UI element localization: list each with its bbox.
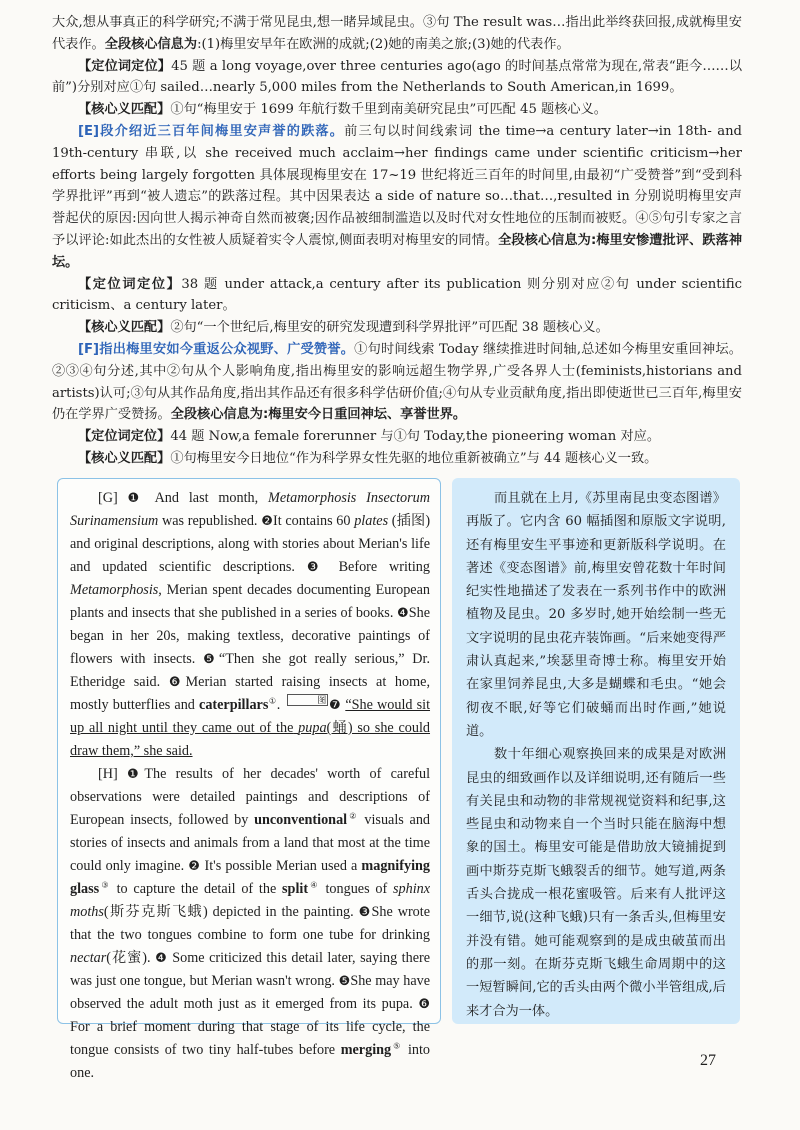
locator-45: 【定位词定位】45 题 a long voyage,over three centuries ago(ago 的时间基点常常为现在,常表“距今……以前”)分别对应①句 sailed…nearly 5,000 miles from the Netherlands to South American,in 1699。 (52, 58, 743, 96)
passage-g: [G] ❶ And last month, Metamorphosis Insectorum Surinamensium was republished. ❷It contains 60 plates (插图) and original descriptions, along with stories about Merian's life and updated scientific descriptions. ❸ Before writing Metamorphosis, Merian spent decades documenting European plants and insects that she published in a series of books. ❹She began in her 20s, making textless, decorative paintings of flowers with insects. ❺“Then she got really serious,” Dr. Etheridge said. ❻Merian started raising insects at home, mostly butterflies and caterpillars①. 图 ❼ “She would sit up all night until they came out of the pupa(蛹) so she could draw them,” she said. (70, 490, 431, 759)
core-match-45: 【核心义匹配】①句“梅里安于 1699 年航行数千里到南美研究昆虫”可匹配 45 题核心义。 (78, 102, 607, 118)
section-f-heading: [F]指出梅里安如今重返公众视野、广受赞誉。 (78, 341, 355, 357)
core-match-38: 【核心义匹配】②句“一个世纪后,梅里安的研究发现遭到科学界批评”可匹配 38 题核心义。 (78, 320, 609, 336)
analysis-section (52, 12, 742, 470)
difficult-sentence-mark: 图 (287, 694, 328, 706)
translation-h: 数十年细心观察换回来的成果是对欧洲昆虫的细致画作以及详细说明,还有随后一些有关昆虫和动物的非常规视觉资料和纪事,这些昆虫和动物来自一个当时只能在脑海中想象的国土。梅里安可能是借助放大镜捕捉到画中斯芬克斯飞蛾裂舌的细节。她写道,两条舌头合拢成一根花蜜吸管。后来有人批评这一细节,说(这种飞蛾)只有一条舌头,但梅里安并没有错。她可能观察到的是成虫破茧而出的那一刻。在斯芬克斯飞蛾生命周期中的这一短暂瞬间,它的舌头由两个微小半管组成,后来才合为一体。 (466, 747, 726, 1019)
section-e-heading: [E]段介绍近三百年间梅里安声誉的跌落。 (78, 123, 345, 139)
translation-g: 而且就在上月,《苏里南昆虫变态图谱》再版了。它内含 60 幅插图和原版文字说明,还有梅里安生平事迹和更新版科学说明。在著述《变态图谱》前,梅里安曾花数十年时间纪实性地描述了发表在一系列书作中的欧洲植物及昆虫。20 多岁时,她开始绘制一些无文字说明的昆虫花卉装饰画。“后来她变得严肃认真起来,”埃瑟里奇博士称。梅里安开始在家里饲养昆虫,大多是蝴蝶和毛虫。“她会彻夜不眠,好等它们破蛹而出时作画,”她说道。 (466, 491, 726, 739)
locator-38: 【定位词定位】38 题 under attack,a century after its publication 则分别对应②句 under scientific criticism、a century later。 (52, 276, 742, 314)
chinese-translation-box (452, 478, 740, 1024)
english-passage-box (57, 478, 441, 1081)
paragraph-d-summary: 大众,想从事真正的科学研究;不满于常见昆虫,想一睹异域昆虫。③句 The result was…指出此举终获回报,成就梅里安代表作。全段核心信息为:(1)梅里安早年在欧洲的成就;(2)她的南美之旅;(3)她的代表作。 (52, 15, 742, 52)
underlined-sentence: “She would sit up all night until they came out of the pupa(蛹) so she could draw them,” she said. (70, 697, 431, 759)
locator-44: 【定位词定位】44 题 Now,a female forerunner 与①句 Today,the pioneering woman 对应。 (78, 429, 661, 445)
paragraph-f-analysis: [F]指出梅里安如今重返公众视野、广受赞誉。①句时间线索 Today 继续推进时间轴,总述如今梅里安重回神坛。②③④句分述,其中②句从个人影响角度,指出梅里安的影响远超生物学界,广受各界人士(feminists,historians and artists)认可;③句从其作品角度,指出其作品还有很多科学估研价值;④句从专业贡献角度,指出即使逝世已三百年,梅里安仍在学界广受赞扬。全段核心信息为:梅里安今日重回神坛、享誉世界。 (52, 341, 742, 423)
core-match-44: 【核心义匹配】①句梅里安今日地位“作为科学界女性先驱的地位重新被确立”与 44 题核心义一致。 (78, 450, 658, 466)
paragraph-e-analysis: [E]段介绍近三百年间梅里安声誉的跌落。前三句以时间线索词 the time→a century later→in 18th- and 19th-century 串联,以 she received much acclaim→her findings came under scientific criticism→her efforts being largely forgotten 具体展现梅里安在 17~19 世纪将近三百年的时间里,由最初“广受赞誉”到“受到科学界批评”再到“被人遗忘”的跌落过程。其中因果表达 a side of nature so…that…,resulted in 分别说明梅里安声誉起伏的原因:因向世人揭示神奇自然而被褒;因作品被细制滥造以及时代对女性地位的压制而被贬。④⑤句引专家之言予以评论:如此杰出的女性被人质疑着实令人震惊,侧面表明对梅里安的同情。全段核心信息为:梅里安惨遭批评、跌落神坛。 (52, 123, 743, 270)
page-number: 27 (700, 1052, 716, 1069)
passage-h: [H] ❶The results of her decades' worth of careful observations were detailed paintings and descriptions of European insects, followed by unconventional② visuals and stories of insects and animals from a land that most at the time could only imagine. ❷ It's possible Merian used a magnifying glass③ to capture the detail of the split④ tongues of sphinx moths(斯芬克斯飞蛾) depicted in the painting. ❸She wrote that the two tongues combine to form one tube for drinking nectar(花蜜). ❹ Some criticized this detail later, saying there was just one tongue, but Merian wasn't wrong. ❺She may have observed the adult moth just as it emerged from its pupa. ❻ For a brief moment during that stage of its life cycle, the tongue consists of two tiny half-tubes before merging⑤ into one. (70, 766, 431, 1081)
